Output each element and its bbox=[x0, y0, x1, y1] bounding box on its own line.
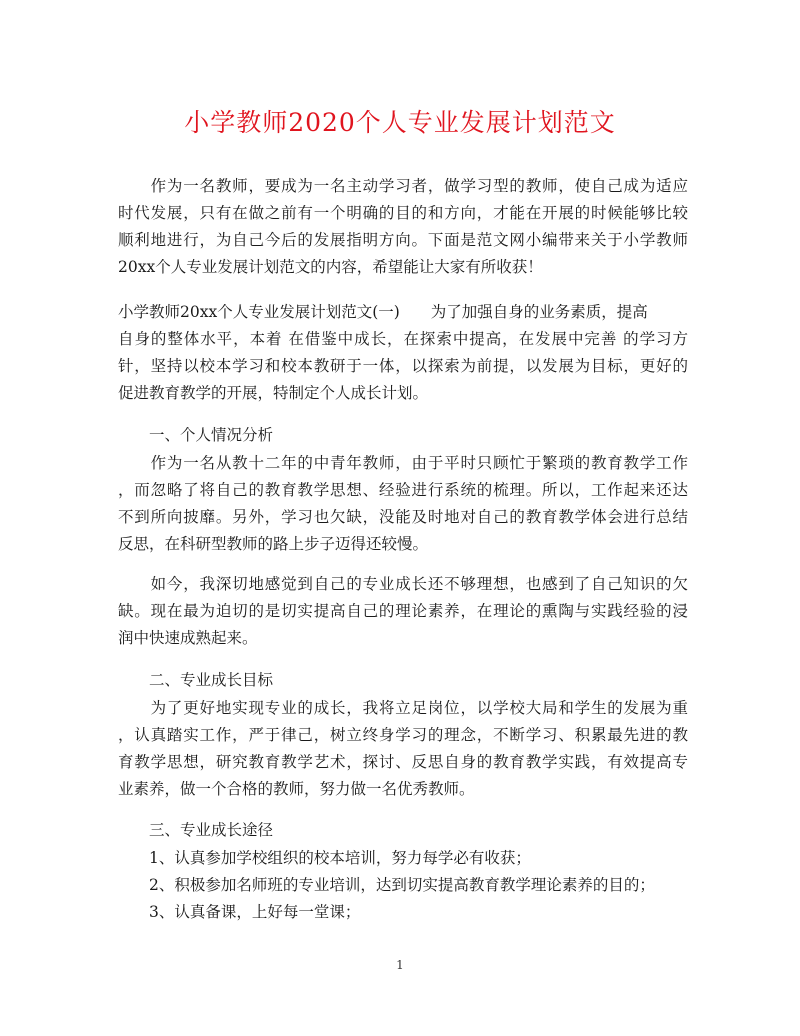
body-line: 顺利地进行，为自己今后的发展指明方向。下面是范文网小编带来关于小学教师 bbox=[118, 231, 688, 249]
body-line: 2、积极参加名师班的专业培训，达到切实提高教育教学理论素养的目的； bbox=[118, 876, 655, 894]
body-line: 业素养，做一个合格的教师，努力做一名优秀教师。 bbox=[118, 780, 475, 798]
body-line: 1、认真参加学校组织的校本培训，努力每学必有收获； bbox=[118, 849, 531, 867]
body-line: 缺。现在最为迫切的是切实提高自己的理论素养，在理论的熏陶与实践经验的浸 bbox=[118, 602, 688, 620]
body-line: 二、专业成长目标 bbox=[118, 671, 274, 689]
body-line: 不到所向披靡。另外，学习也欠缺，没能及时地对自己的教育教学体会进行总结 bbox=[118, 508, 688, 526]
body-line: 20xx个人专业发展计划范文的内容，希望能让大家有所收获！ bbox=[118, 258, 543, 276]
body-line: 为了更好地实现专业的成长，我将立足岗位，以学校大局和学生的发展为重 bbox=[118, 699, 688, 717]
document-title: 小学教师2020个人专业发展计划范文 bbox=[184, 108, 616, 137]
body-line: 如今，我深切地感觉到自己的专业成长还不够理想，也感到了自己知识的欠 bbox=[118, 575, 688, 593]
body-line: 小学教师20xx个人专业发展计划范文(一) 为了加强自身的业务素质，提高 bbox=[118, 303, 648, 321]
body-line: 促进教育教学的开展，特制定个人成长计划。 bbox=[118, 384, 429, 402]
body-line: 润中快速成熟起来。 bbox=[118, 629, 258, 647]
body-line: 三、专业成长途径 bbox=[118, 821, 274, 839]
body-line: 作为一名从教十二年的中青年教师，由于平时只顾忙于繁琐的教育教学工作 bbox=[118, 454, 688, 472]
body-line: 一、个人情况分析 bbox=[118, 426, 274, 444]
body-line: ，认真踏实工作，严于律己，树立终身学习的理念，不断学习、积累最先进的教 bbox=[118, 726, 688, 744]
body-line: 自身的整体水平，本着 在借鉴中成长，在探索中提高，在发展中完善 的学习方 bbox=[118, 330, 688, 348]
body-line: 作为一名教师，要成为一名主动学习者，做学习型的教师，使自己成为适应 bbox=[118, 177, 688, 195]
body-line: 3、认真备课，上好每一堂课； bbox=[118, 903, 361, 921]
page-number: 1 bbox=[396, 958, 404, 972]
body-line: 时代发展，只有在做之前有一个明确的目的和方向，才能在开展的时候能够比较 bbox=[118, 204, 688, 222]
body-line: 反思，在科研型教师的路上步子迈得还较慢。 bbox=[118, 535, 429, 553]
body-line: 针，坚持以校本学习和校本教研于一体，以探索为前提，以发展为目标，更好的 bbox=[118, 357, 688, 375]
body-line: ，而忽略了将自己的教育教学思想、经验进行系统的梳理。所以，工作起来还达 bbox=[118, 481, 688, 499]
body-line: 育教学思想，研究教育教学艺术，探讨、反思自身的教育教学实践，有效提高专 bbox=[118, 753, 688, 771]
